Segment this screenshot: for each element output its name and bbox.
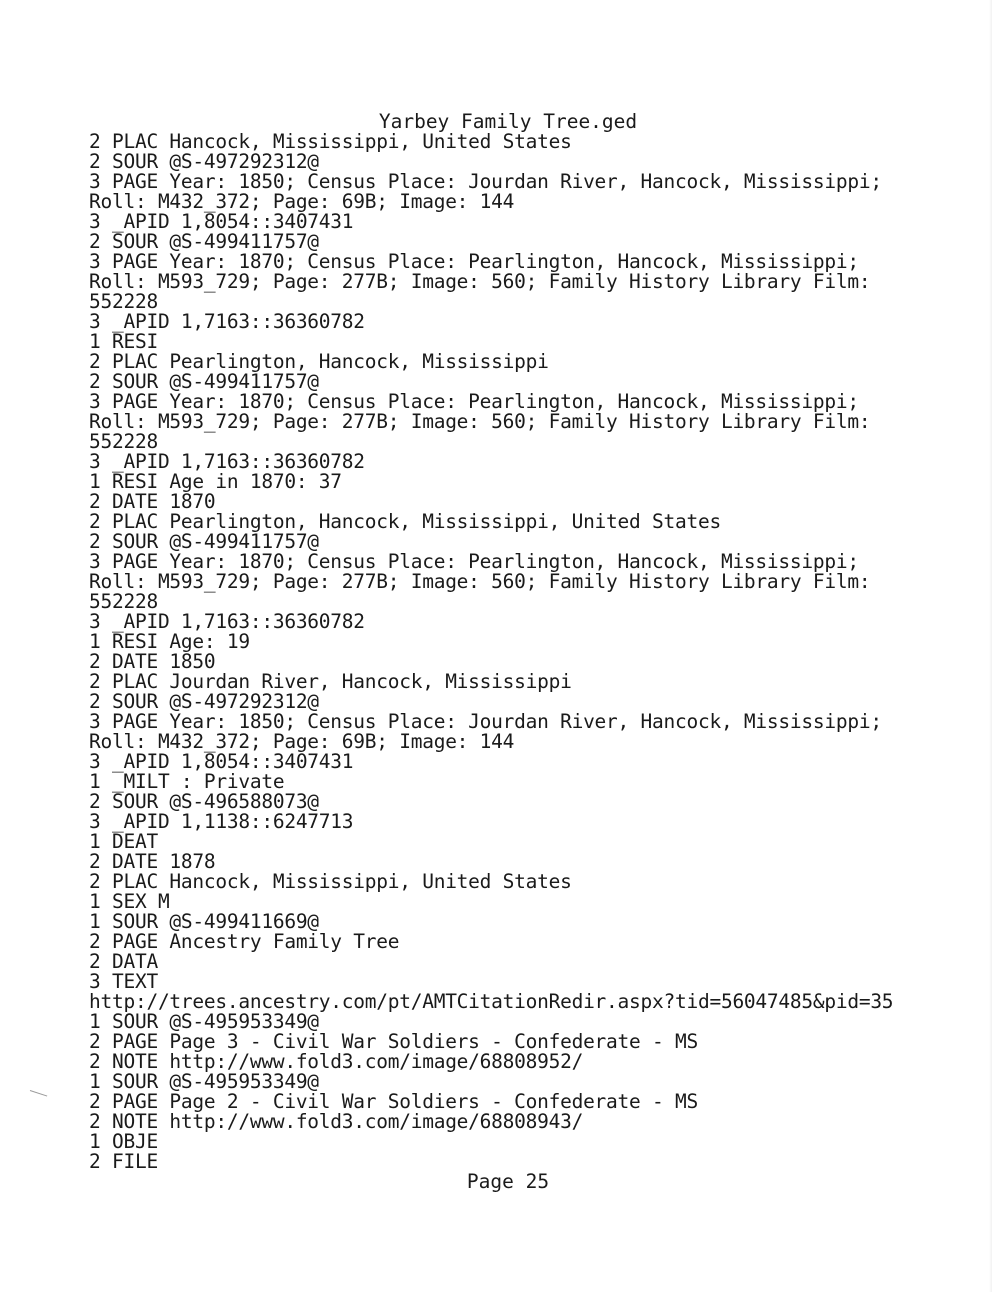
record-line: Roll: M432_372; Page: 69B; Image: 144 (89, 730, 515, 753)
record-line: 2 PLAC Hancock, Mississippi, United States (89, 130, 572, 153)
record-line: 1 DEAT (89, 830, 158, 853)
record-line: 2 PAGE Ancestry Family Tree (89, 930, 400, 953)
record-line: 3 PAGE Year: 1870; Census Place: Pearlington, Hancock, Mississippi; (89, 250, 859, 273)
record-line: 1 SOUR @S-495953349@ (89, 1010, 319, 1033)
record-line: 2 SOUR @S-499411757@ (89, 530, 319, 553)
page-number: Page 25 (466, 1170, 550, 1193)
record-line: Roll: M593_729; Page: 277B; Image: 560; Family History Library Film: (89, 570, 871, 593)
record-line: 2 DATE 1850 (89, 650, 216, 673)
record-line: 2 PLAC Pearlington, Hancock, Mississippi, United States (89, 510, 721, 533)
record-line: 2 SOUR @S-496588073@ (89, 790, 319, 813)
scan-mark (30, 1090, 47, 1097)
page-title: Yarbey Family Tree.ged (378, 110, 638, 133)
record-line: 3 PAGE Year: 1870; Census Place: Pearlington, Hancock, Mississippi; (89, 390, 859, 413)
record-line: 3 _APID 1,7163::36360782 (89, 450, 365, 473)
record-line: 2 PAGE Page 2 - Civil War Soldiers - Confederate - MS (89, 1090, 698, 1113)
record-line: 1 SEX M (89, 890, 170, 913)
record-line: 1 SOUR @S-499411669@ (89, 910, 319, 933)
record-line: 3 TEXT (89, 970, 158, 993)
record-line: 1 OBJE (89, 1130, 158, 1153)
record-line: 1 RESI Age in 1870: 37 (89, 470, 342, 493)
record-line: 2 DATE 1870 (89, 490, 216, 513)
record-line: 3 _APID 1,1138::6247713 (89, 810, 354, 833)
record-line: 2 PAGE Page 3 - Civil War Soldiers - Confederate - MS (89, 1030, 698, 1053)
record-line: Roll: M593_729; Page: 277B; Image: 560; Family History Library Film: (89, 410, 871, 433)
record-line: 2 FILE (89, 1150, 158, 1173)
record-line: 2 PLAC Hancock, Mississippi, United States (89, 870, 572, 893)
record-line: Roll: M432_372; Page: 69B; Image: 144 (89, 190, 515, 213)
record-line: 2 SOUR @S-497292312@ (89, 690, 319, 713)
ged-record-body (89, 132, 989, 1172)
record-line: 1 RESI (89, 330, 158, 353)
record-line: 1 _MILT : Private (89, 770, 285, 793)
record-line: 3 _APID 1,8054::3407431 (89, 750, 354, 773)
record-line: 2 SOUR @S-499411757@ (89, 230, 319, 253)
record-line: 2 DATA (89, 950, 158, 973)
record-line: 3 PAGE Year: 1870; Census Place: Pearlington, Hancock, Mississippi; (89, 550, 859, 573)
record-line: 2 DATE 1878 (89, 850, 216, 873)
record-line: http://trees.ancestry.com/pt/AMTCitationRedir.aspx?tid=56047485&pid=35 (89, 990, 894, 1013)
record-line: Roll: M593_729; Page: 277B; Image: 560; Family History Library Film: (89, 270, 871, 293)
record-line: 3 PAGE Year: 1850; Census Place: Jourdan River, Hancock, Mississippi; (89, 170, 882, 193)
record-line: 2 SOUR @S-497292312@ (89, 150, 319, 173)
record-line: 552228 (89, 430, 158, 453)
record-line: 3 _APID 1,8054::3407431 (89, 210, 354, 233)
record-line: 2 PLAC Pearlington, Hancock, Mississippi (89, 350, 549, 373)
record-line: 3 _APID 1,7163::36360782 (89, 610, 365, 633)
record-line: 1 RESI Age: 19 (89, 630, 250, 653)
record-line: 2 PLAC Jourdan River, Hancock, Mississippi (89, 670, 572, 693)
record-line: 1 SOUR @S-495953349@ (89, 1070, 319, 1093)
record-line: 2 NOTE http://www.fold3.com/image/68808943/ (89, 1110, 584, 1133)
record-line: 552228 (89, 290, 158, 313)
record-line: 3 PAGE Year: 1850; Census Place: Jourdan River, Hancock, Mississippi; (89, 710, 882, 733)
record-line: 3 _APID 1,7163::36360782 (89, 310, 365, 333)
record-line: 2 NOTE http://www.fold3.com/image/68808952/ (89, 1050, 584, 1073)
record-line: 552228 (89, 590, 158, 613)
record-line: 2 SOUR @S-499411757@ (89, 370, 319, 393)
